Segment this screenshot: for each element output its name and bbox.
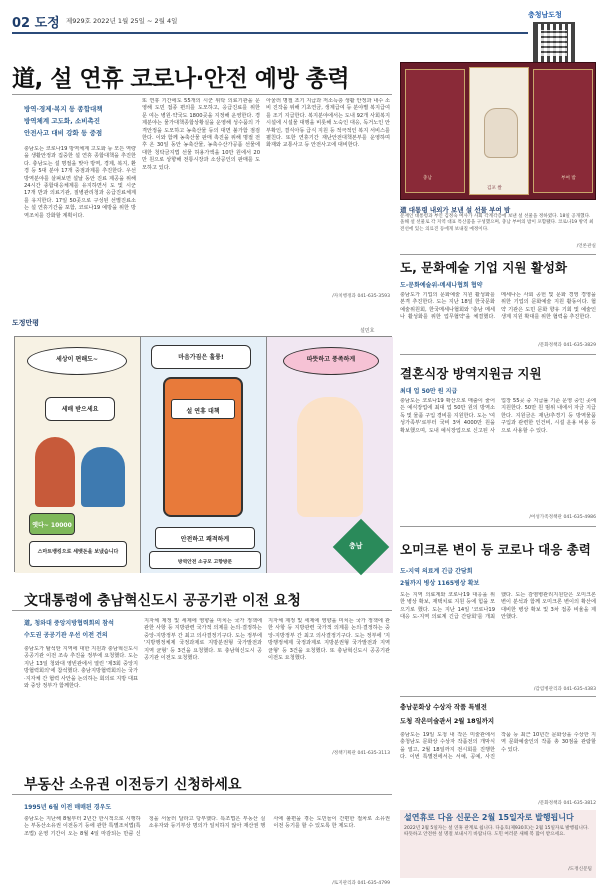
cartoon-panel-3	[267, 337, 393, 573]
main-article-col1: 충남도는 코로나19 방역체계 고도화 등 모든 역량을 생활안정과 집중한 설 연휴 종합대책을 추진한다. 충남도는 설 명절을 맞아 방역, 경제, 복지, 환경 등 5대 분야 17개 중점과제를 추진한다. 우선 방역분야를 살펴보면 설날 동안 진료 제공을 위해 24시간 종합대응체계를 유지하면서 도 및 시군 17개 반과 의료기관, 질병관리청과 응급진료체계를 유지한다. 17일 50곳으로 구성된 선별진료소는 설 연휴기간을 포함, 코로나19 예방을 위한 방역조치를 강화할 계획이다.	[24, 146, 136, 219]
article-contact: /정책기획관 041-635-3113	[332, 751, 390, 756]
cartoon-figure	[297, 397, 363, 517]
article-body: 충남도는 지난해 8월부터 2년간 한시적으로 시행하는 부동산소유권 이전등기 등에 관한 특별조치법(특조법) 운영 기간이 오는 8월 4일 마감되는 만큼 신청을 서둘러 달라고 당부했다. 특조법은 부동산 실소유자와 등기부상 명의가 일치하지 않아 재산권 행사에 불편을 겪는 도민들이 간편한 절차로 소유권 이전 등기를 할 수 있도록 한 제도다.	[24, 816, 390, 837]
subheadline-1: 방역·경제·복지 등 종합대책	[24, 105, 103, 113]
page-section-label: 02 도정	[12, 16, 60, 31]
editorial-cartoon	[14, 336, 392, 572]
subheadline-3: 안전사고 대비 강화 등 중점	[24, 129, 103, 137]
article-subhead: 2월까지 병상 1165병상 확보	[400, 580, 480, 587]
photo-credit: /언론관실	[576, 244, 596, 249]
notice-title: 설연휴로 다음 신문은 2월 15일자로 발행됩니다	[404, 813, 574, 822]
main-article-col2: 또 연휴 기간에도 55개의 시군 위탁 의료기관을 운영해 도민 접종 편의를 도모하고, 응급진료를 위한 문 여는 병원·약국도 1800곳을 지정해 운영한다. 경제분야는 물가대책종합상황실을 운영해 성수품의 가격안정을 도모하고 농축산물 등의 대면 불가함 점검한다. 이와 함께 농축산물 판매 촉진을 위해 명절 전후 온 30일 동안 농축산물, 농축수산가공품 선물에 대한 청탁금지법 선물 허용가액을 10만 원에서 20만 원으로 상향해 전통시장과 소상공인의 판매를 도모하고 있다.	[142, 98, 260, 171]
article-body: 도는 지역 의료계와 코로나19 대응을 위한 병상 확보, 재택치료 지원 등에 힘을 모으기로 했다. 도는 지난 14일 '코로나19 대응 도-지역 의료계 긴급 간담회'를 개최했다. 도는 감염병관리지원단은 오미크론 변이 분석과 함께 오미크론 변이의 확산에 대비한 병상 확보 및 3차 접종 비율을 제안했다.	[400, 592, 596, 621]
gift-photo	[400, 62, 596, 200]
cartoon-bubble: 따뜻하고 풍족하게	[283, 347, 379, 375]
article-subhead: 도-문화예술위-메세나협회 협약	[400, 282, 483, 289]
divider	[400, 254, 596, 255]
cartoon-bubble: 세배 받으세요	[45, 397, 115, 421]
article-contact: /문화정책과 041-635-3812	[538, 801, 596, 806]
photo-label-3: 부여 밤	[561, 176, 576, 181]
article-subhead: 1995년 6월 이전 매매된 경우도	[24, 804, 112, 811]
cartoon-sign-text: 충남	[349, 542, 363, 550]
article-body: 충남도가 탈석탄 지역에 대한 지원과 충남혁신도시 공공기관 이전 조속 추진을 정부에 요청했다. 도는 지난 13일 청와대 영빈관에서 열린 '제3회 중앙지방협력회의'에 참석했다. 충남지방협력회의는 국가·지자체 간 협력 사안을 논의하는 회의로 지방 대표와 중앙 정부가 함께한다.	[24, 646, 138, 690]
article-body: 지자체 제정 및 세제에 영향을 미치는 국가 정책에 관한 사항 등 지방관련 국가적 의제를 논의·결정하는 중앙-지방정부 간 최고 의사결정기구다. 도는 정부에 '지방행정체제 국정과제로 지방분권형 국가발전과 지역 균형' 등 3건을 요청했다. 또 충남혁신도시 공공기관 이전도 요청했다.	[144, 618, 262, 662]
cartoon-panel-1	[15, 337, 141, 573]
article-body: 지자체 제정 및 세제에 영향을 미치는 국가 정책에 관한 사항 등 지방관련 국가적 의제를 논의·결정하는 중앙-지방정부 간 최고 의사결정기구다. 도는 정부에 '지방행정체제 국정과제로 지방분권형 국가발전과 지역 균형' 등 3건을 요청했다. 또 충남혁신도시 공공기관 이전도 요청했다.	[268, 618, 390, 662]
article-title: 오미크론 변이 등 코로나 대응 총력	[400, 542, 591, 557]
article-subhead: 도-지역 의료계 긴급 간담회	[400, 568, 473, 575]
article-title: 도, 문화예술 기업 지원 활성화	[400, 260, 568, 275]
article-contact: /문화정책과 041-635-3829	[538, 343, 596, 348]
main-article-contact: /자치행정과 041-635-3593	[332, 294, 390, 299]
cartoon-panel-2	[141, 337, 267, 573]
article-body: 충남도는 19일 도청 내 작은 미술관에서 충청남도 문화상 수상자 작품전의 개막식을 열고, 2월 18일까지 전시회를 진행한다. 이번 특별전에서는 서예, 공예, 사진 작품 등 최근 10년간 문화상을 수상한 지역 문화예술인의 작품 총 30점을 관람할 수 있다.	[400, 732, 596, 761]
article-body: 충남도는 코로나19 확산으로 매출이 줄어든 예식장업에 최대 업 50만 원의 방역소독 및 물품 구입 경비를 지원한다. 도는 '여성가족부'로부터 국비 3억 4000만 원을 확보했으며, 도내 예식장업으로 신고된 사업장 55곳 중 지급률 기준 운영 중인 곳에 지원한다. 50만 원 범위 내에서 자금 지급한다. 지원금은 재난/추경기 등 방역물품 구입과 관련한 인건비, 시설 운용 비용 등으로 사용할 수 있다.	[400, 398, 596, 434]
header-rule	[12, 32, 528, 34]
photo-label-2: 김포 쌀	[487, 186, 502, 191]
main-headline: 道, 설 연휴 코로나·안전 예방 총력	[12, 66, 350, 92]
article-subhead: 최대 업 50만 원 지급	[400, 388, 458, 395]
photo-label-1: 충남	[423, 176, 432, 181]
article-contact: /여성가족정책관 041-635-4986	[529, 515, 596, 520]
article-subhead: 道, 청와대 중앙지방협력회의 참석	[24, 620, 114, 627]
divider	[12, 610, 392, 611]
gift-box-center	[469, 67, 529, 195]
article-title: 文대통령에 충남혁신도시 공공기관 이전 요청	[24, 593, 301, 609]
divider	[12, 794, 392, 795]
newspaper-logo: 충청남도청	[528, 11, 562, 19]
cartoon-bubble: 세상이 편해도~	[27, 347, 127, 375]
cartoon-bubble: 마음가짐은 훌륭!	[151, 345, 251, 369]
photo-caption: 문재인 대통령과 부인 김정숙 여사가 사회 각계각층에 보낸 설 선물을 정하였다. 18일 공개했다. 올해 설 선물로 각 지역 대표 특산품을 구성했으며, 충남 부여의 밤이 포함됐다. 코로나19 방역 최전선에 있는 의료진 등에게 보내질 예정이다.	[400, 214, 594, 232]
cartoon-bubble: 안전하고 쾌적하게	[155, 527, 255, 549]
phone-icon	[163, 377, 243, 517]
qr-code-icon	[533, 22, 575, 64]
subheadline-2: 방역체계 고도화, 소비촉진	[24, 117, 101, 125]
article-title: 부동산 소유권 이전등기 신청하세요	[24, 777, 242, 793]
notice-body: 2022년 2월 5일자는 설 연휴 관계로 쉽니다. 다음호(제930호)는 2월 15일자로 발행됩니다. 따뜻하고 안전한 설 명절 보내시기 바랍니다. 도민 여러분 새해 복 많이 받으세요.	[404, 826, 589, 838]
cartoon-author: 설민호	[360, 328, 375, 334]
divider	[12, 94, 392, 95]
article-body: 충남도가 기업의 문화예술 지원 활성화를 본격 추진한다. 도는 지난 18일 한국문화예술위원회, 한국메세나협회와 '충남 메세나 활성화를 위한 업무협약'을 체결했다. 메세나는 사회 공헌 및 문화 경영 경영을 위한 기업의 문화예술 지원 활동이다. 협약 기관은 도민 문화 향유 기회 및 예술인 생계 지원 확대를 위한 협력을 추진한다.	[400, 292, 596, 321]
divider	[400, 526, 596, 527]
cartoon-figure	[81, 447, 125, 507]
article-contact: /토지관리과 041-635-4799	[332, 881, 390, 886]
article-subhead: 수도권 공공기관 우선 이전 건의	[24, 632, 108, 639]
cartoon-bubble: 스마트뱅킹으로 세뱃돈을 보냈습니다	[29, 541, 127, 567]
main-article-col3: 아울러 명절 조기 지급과 저소득층 생활 안정과 내수 소비 진작을 위해 기초연금, 생계급여 등 분야별 복지급여를 조기 지급한다. 복지분야에서는 도내 92개 사회복지시설에 시설물 대행을 비롯해 노숙인 대응, 독거노인 안부확인, 결식아동 급식 지원 등 적극적인 복지 서비스를 펼친다. 또한 연휴기간 재난안전대책본부를 운영하며 화재와 교통사고 등 안전사고에 대비한다.	[266, 98, 390, 149]
cartoon-label: 도정만평	[12, 319, 40, 327]
cartoon-money: 옛다~ 10000	[29, 513, 75, 535]
cartoon-bubble: 방역안전 소규모 고향방문	[149, 551, 261, 569]
photo-caption-title: 道 대통령 내외가 보낸 설 선물 부여 밤	[400, 206, 511, 214]
divider	[400, 696, 596, 697]
article-title: 충남문화상 수상자 작품 특별전	[400, 703, 487, 711]
gift-box-left	[405, 69, 465, 193]
issue-info: 제929호 2022년 1월 25일 ~ 2월 4일	[66, 17, 178, 25]
cartoon-phone-screen: 설 연휴 대책	[171, 399, 235, 419]
divider	[400, 354, 596, 355]
article-contact: /감염병관리과 041-635-4383	[533, 687, 596, 692]
cartoon-figure	[35, 437, 75, 507]
article-title: 결혼식장 방역지원금 지원	[400, 366, 542, 381]
notice-credit: /도정신문팀	[568, 867, 592, 872]
article-subhead: 도청 작은미술관서 2월 18일까지	[400, 717, 495, 725]
